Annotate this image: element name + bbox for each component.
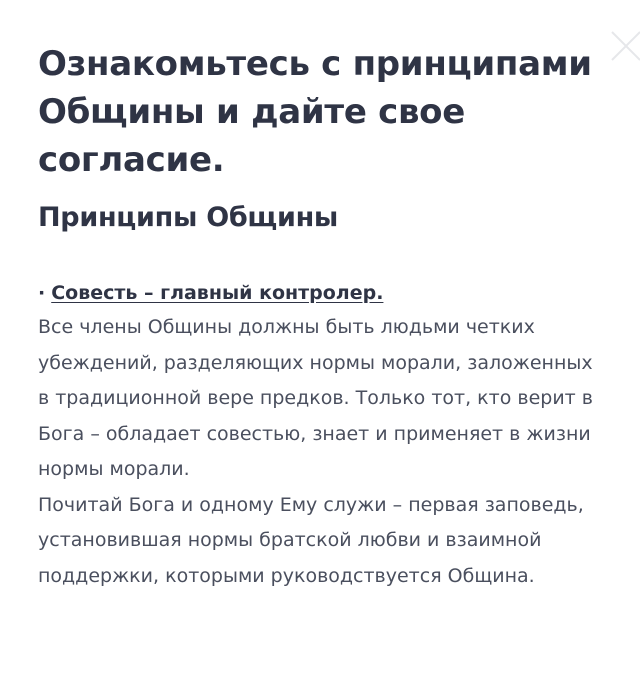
- principle-paragraph-2: Почитай Бога и одному Ему служи – первая заповедь, установившая нормы братской любви и взаимной поддержки, которыми руководствуется Община.: [38, 493, 584, 587]
- principle-item: [38, 276, 608, 594]
- principle-paragraph-1: Все члены Общины должны быть людьми четких убеждений, разделяющих нормы морали, заложенных в традиционной вере предков. Только тот, кто верит в Бога – обладает совестью, знает и применяет в жизни нормы морали.: [38, 316, 593, 480]
- close-icon: [606, 26, 640, 66]
- principle-heading-row: [38, 276, 608, 310]
- page-title: Ознакомьтесь с принципами Общины и дайте свое согласие.: [38, 44, 592, 180]
- bullet-marker: ·: [38, 282, 46, 304]
- close-button[interactable]: [606, 26, 640, 66]
- principle-heading-link[interactable]: Совесть – главный контролер.: [51, 282, 384, 304]
- section-title: Принципы Общины: [38, 202, 339, 233]
